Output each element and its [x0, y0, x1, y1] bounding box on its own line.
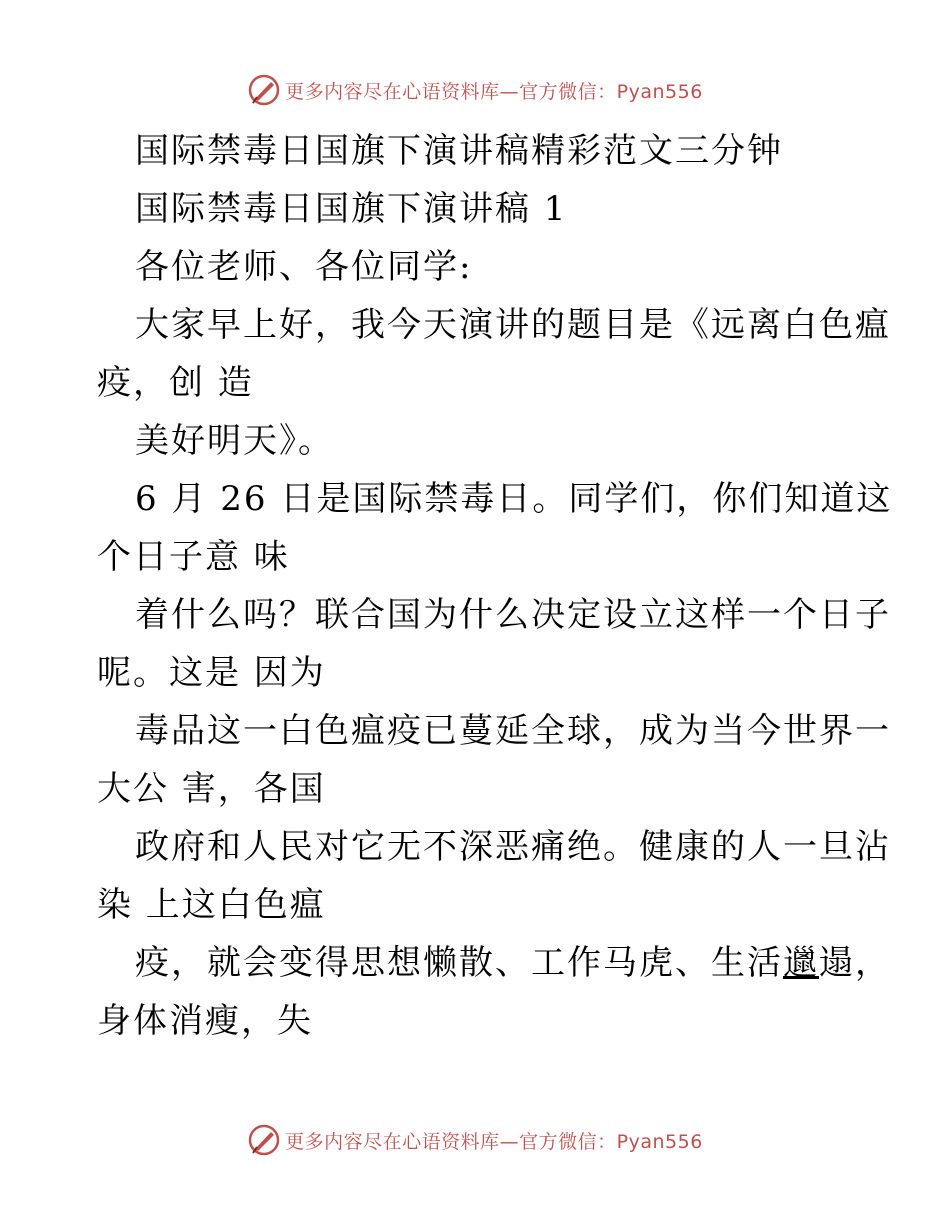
underlined-word: 邋	[783, 943, 819, 983]
watermark-text: 更多内容尽在心语资料库—官方微信：Pyan556	[285, 1130, 703, 1153]
footer-watermark	[0, 1120, 950, 1160]
text-line: 大家早上好，我今天演讲的题目是《远离白色瘟	[135, 305, 891, 345]
text-line: 染 上这白色瘟	[97, 885, 326, 925]
text-line: 毒品这一白色瘟疫已蔓延全球，成为当今世界一	[135, 711, 891, 751]
quill-pen-logo-icon	[247, 73, 281, 107]
document-title: 国际禁毒日国旗下演讲稿精彩范文三分钟	[135, 131, 783, 171]
document-subtitle: 国际禁毒日国旗下演讲稿 1	[135, 189, 568, 229]
quill-pen-logo-icon	[247, 1123, 281, 1157]
text-line: 呢。这是 因为	[97, 653, 326, 693]
text-line: 身体消瘦，失	[97, 1001, 313, 1041]
document-body	[97, 122, 893, 1050]
text-line: 大公 害，各国	[97, 769, 326, 809]
text-line: 个日子意 味	[97, 537, 290, 577]
header-watermark	[0, 70, 950, 110]
text-line: 着什么吗？联合国为什么决定设立这样一个日子	[135, 595, 891, 635]
text-line: 各位老师、各位同学:	[135, 247, 473, 287]
text-line: 疫，创 造	[97, 363, 254, 403]
text-line: 美好明天》。	[135, 421, 334, 461]
text-line: 政府和人民对它无不深恶痛绝。健康的人一旦沾	[135, 827, 891, 867]
text-line-underlined: 疫，就会变得思想懒散、工作马虎、生活邋遢，	[135, 943, 891, 983]
watermark-text: 更多内容尽在心语资料库—官方微信：Pyan556	[285, 80, 703, 103]
text-line: 6 月 26 日是国际禁毒日。同学们，你们知道这	[135, 479, 893, 519]
